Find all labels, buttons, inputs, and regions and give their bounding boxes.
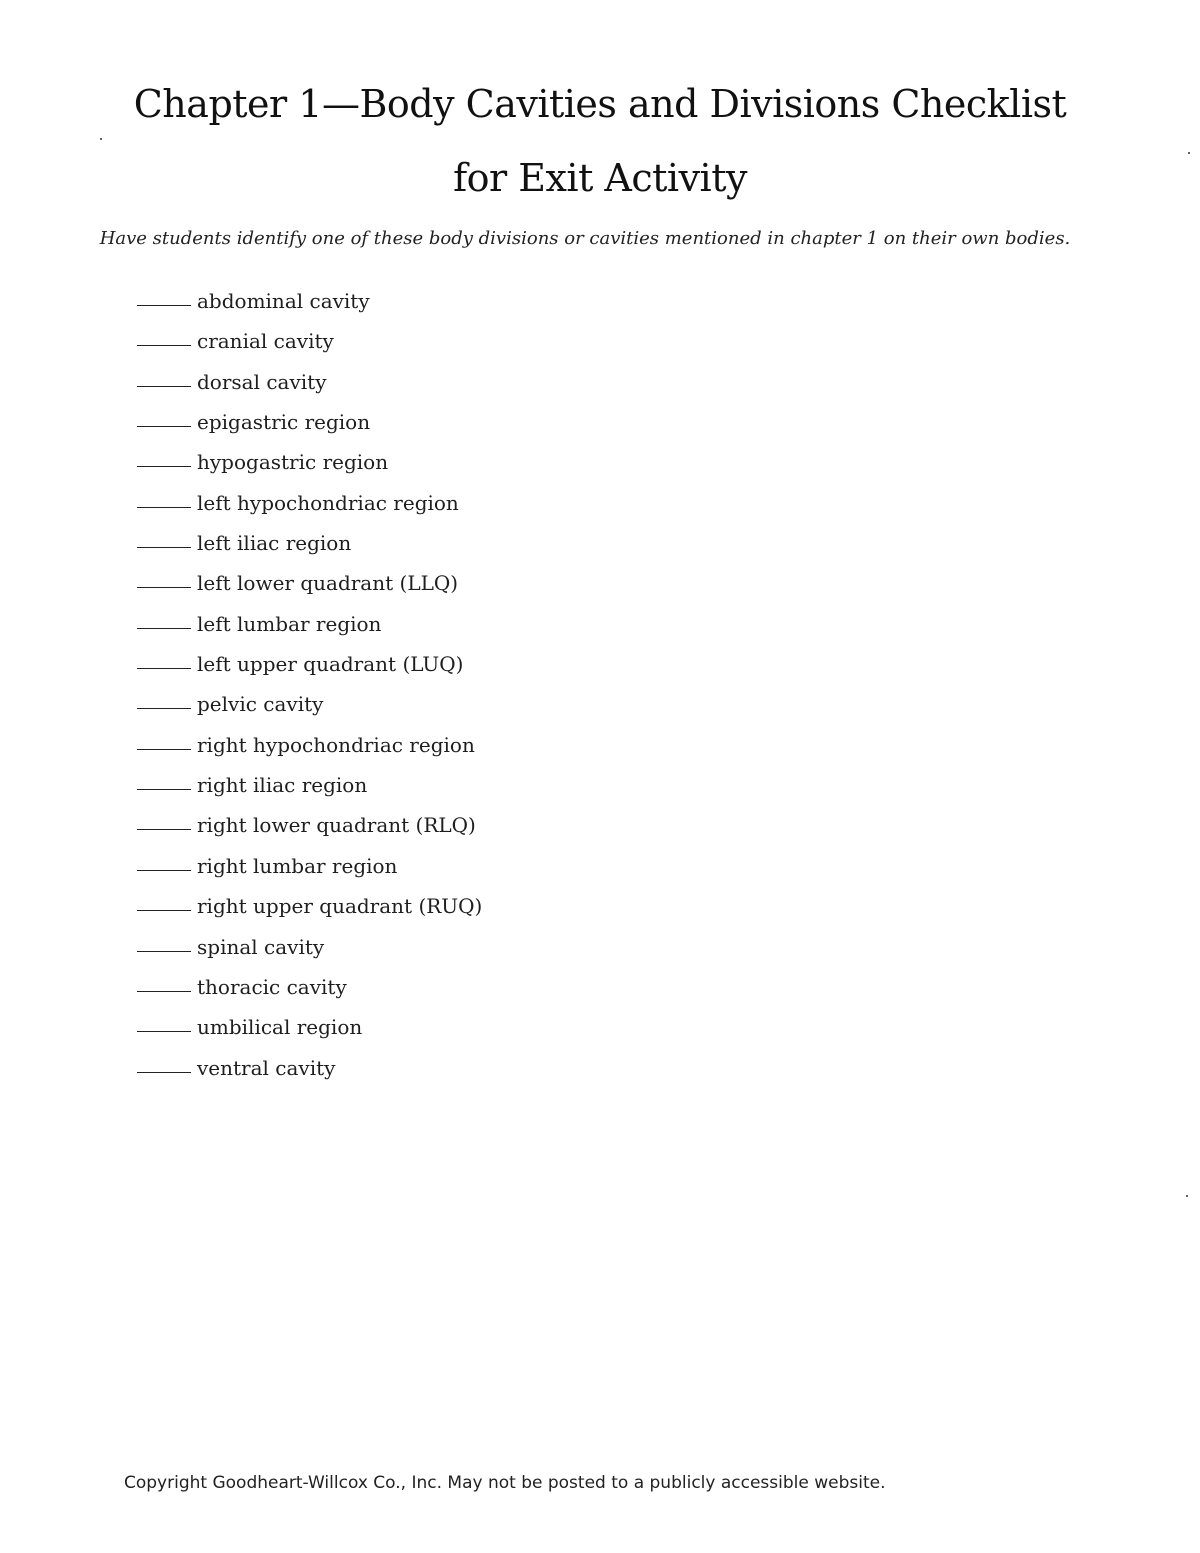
scan-speck — [1186, 1195, 1188, 1197]
checklist-item — [137, 691, 482, 731]
checklist-item — [137, 651, 482, 691]
checklist-item — [137, 449, 482, 489]
answer-blank[interactable] — [137, 691, 191, 709]
answer-blank[interactable] — [137, 893, 191, 911]
page-subtitle: for Exit Activity — [453, 156, 747, 200]
answer-blank[interactable] — [137, 651, 191, 669]
answer-blank[interactable] — [137, 611, 191, 629]
instructions-text: Have students identify one of these body divisions or cavities mentioned in chapter 1 on their own bodies. — [99, 228, 1071, 249]
answer-blank[interactable] — [137, 328, 191, 346]
checklist-item — [137, 530, 482, 570]
checklist-item — [137, 934, 482, 974]
checklist-item-label: right hypochondriac region — [197, 732, 475, 757]
scan-speck — [100, 138, 102, 140]
checklist-item-label: right upper quadrant (RUQ) — [197, 894, 483, 919]
checklist-item-label: right iliac region — [197, 773, 368, 798]
checklist-item — [137, 974, 482, 1014]
checklist-item-label: left lower quadrant (LLQ) — [197, 571, 459, 596]
checklist-item-label: right lumbar region — [197, 853, 398, 878]
checklist-item — [137, 328, 482, 368]
checklist-item — [137, 812, 482, 852]
checklist-item — [137, 772, 482, 812]
answer-blank[interactable] — [137, 1014, 191, 1032]
checklist-item-label: right lower quadrant (RLQ) — [197, 813, 476, 838]
checklist-item-label: left lumbar region — [197, 611, 382, 636]
checklist-item-label: left upper quadrant (LUQ) — [197, 652, 464, 677]
scan-speck — [1188, 152, 1190, 154]
checklist-item-label: thoracic cavity — [197, 974, 347, 999]
checklist-item — [137, 732, 482, 772]
checklist-item — [137, 853, 482, 893]
checklist — [137, 288, 482, 1095]
checklist-item — [137, 369, 482, 409]
checklist-item-label: left iliac region — [197, 531, 352, 556]
checklist-item — [137, 288, 482, 328]
checklist-item-label: ventral cavity — [197, 1055, 336, 1080]
page-title: Chapter 1—Body Cavities and Divisions Checklist — [133, 82, 1067, 126]
checklist-item — [137, 409, 482, 449]
answer-blank[interactable] — [137, 732, 191, 750]
checklist-item-label: dorsal cavity — [197, 369, 327, 394]
checklist-item-label: cranial cavity — [197, 329, 334, 354]
answer-blank[interactable] — [137, 409, 191, 427]
answer-blank[interactable] — [137, 772, 191, 790]
answer-blank[interactable] — [137, 530, 191, 548]
checklist-item-label: abdominal cavity — [197, 289, 370, 313]
checklist-item — [137, 490, 482, 530]
answer-blank[interactable] — [137, 490, 191, 508]
answer-blank[interactable] — [137, 812, 191, 830]
answer-blank[interactable] — [137, 449, 191, 467]
checklist-item — [137, 570, 482, 610]
answer-blank[interactable] — [137, 369, 191, 387]
answer-blank[interactable] — [137, 1055, 191, 1073]
answer-blank[interactable] — [137, 288, 191, 306]
answer-blank[interactable] — [137, 974, 191, 992]
checklist-item-label: hypogastric region — [197, 450, 389, 475]
answer-blank[interactable] — [137, 934, 191, 952]
checklist-item-label: epigastric region — [197, 410, 371, 435]
checklist-item-label: left hypochondriac region — [197, 490, 459, 515]
checklist-item — [137, 893, 482, 933]
answer-blank[interactable] — [137, 853, 191, 871]
checklist-item — [137, 1055, 482, 1095]
checklist-item-label: spinal cavity — [197, 934, 325, 959]
answer-blank[interactable] — [137, 570, 191, 588]
copyright-footer: Copyright Goodheart-Willcox Co., Inc. May not be posted to a publicly accessible website. — [124, 1473, 886, 1493]
checklist-item-label: umbilical region — [197, 1015, 363, 1040]
checklist-item — [137, 611, 482, 651]
checklist-item-label: pelvic cavity — [197, 692, 324, 717]
checklist-item — [137, 1014, 482, 1054]
